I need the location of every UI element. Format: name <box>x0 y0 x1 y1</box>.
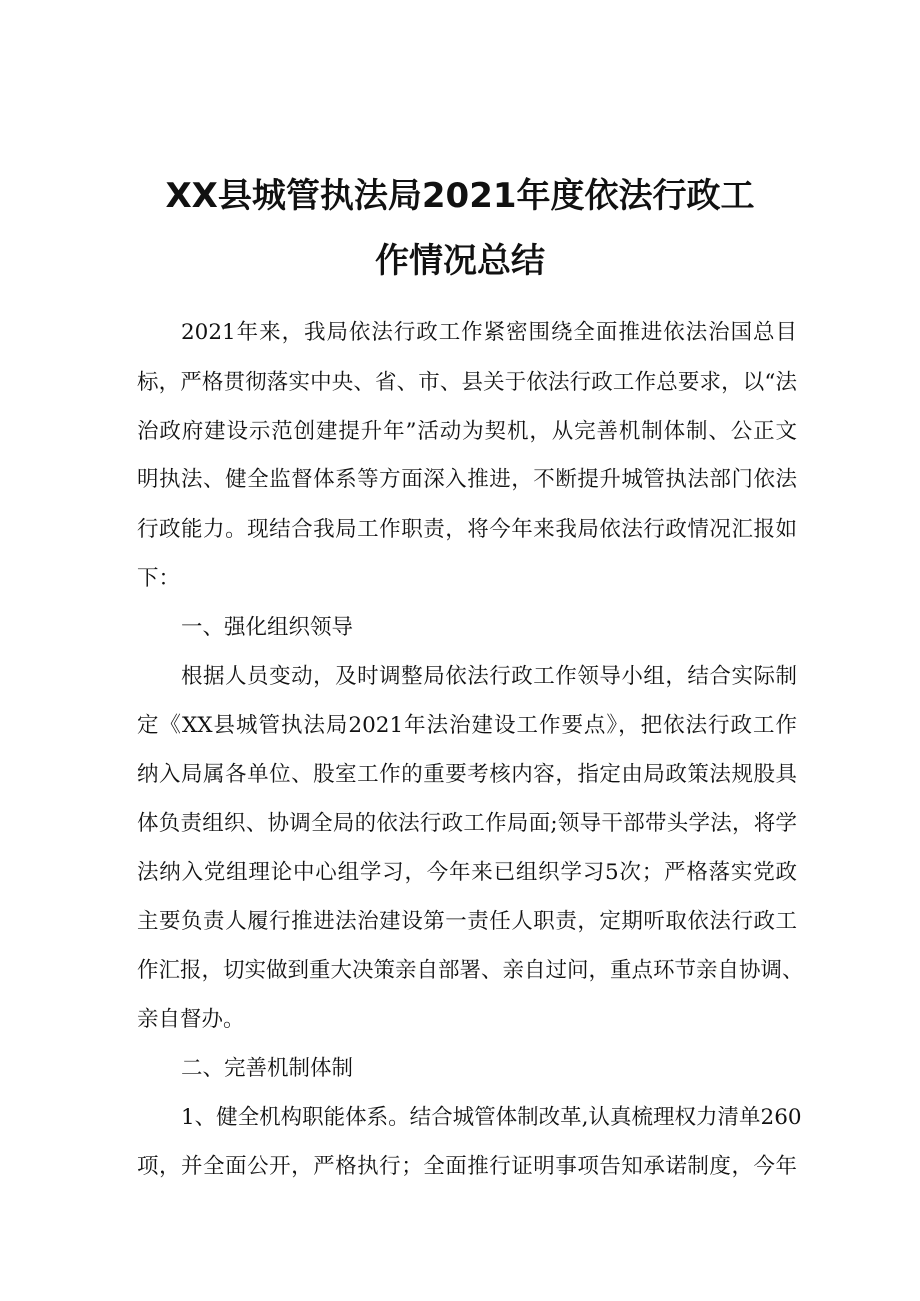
document-title-line-2: 作情况总结 <box>375 241 545 281</box>
section-1-heading: 一、强化组织领导 <box>181 615 354 640</box>
section-2-paragraph-line: 项，并全面公开，严格执行；全面推行证明事项告知承诺制度，今年 <box>137 1154 797 1179</box>
intro-paragraph-line: 标，严格贯彻落实中央、省、市、县关于依法行政工作总要求，以“法 <box>137 370 797 395</box>
intro-paragraph-line: 下： <box>137 566 181 591</box>
section-1-paragraph-line: 法纳入党组理论中心组学习，今年来已组织学习5次；严格落实党政 <box>137 860 797 885</box>
document-title-line-1: XX县城管执法局2021年度依法行政工 <box>165 176 755 216</box>
section-2-paragraph-line: 1、健全机构职能体系。结合城管体制改革,认真梳理权力清单260 <box>181 1105 802 1130</box>
intro-paragraph-line: 明执法、健全监督体系等方面深入推进，不断提升城管执法部门依法 <box>137 467 797 492</box>
section-1-paragraph-line: 纳入局属各单位、股室工作的重要考核内容，指定由局政策法规股具 <box>137 762 797 787</box>
section-1-paragraph-line: 亲自督办。 <box>137 1007 245 1032</box>
section-1-paragraph-line: 主要负责人履行推进法治建设第一责任人职责，定期听取依法行政工 <box>137 909 797 934</box>
section-1-paragraph-line: 作汇报，切实做到重大决策亲自部署、亲自过问，重点环节亲自协调、 <box>137 958 804 983</box>
intro-paragraph-line: 2021年来，我局依法行政工作紧密围绕全面推进依法治国总目 <box>181 320 797 345</box>
section-1-paragraph-line: 根据人员变动，及时调整局依法行政工作领导小组，结合实际制 <box>181 664 797 689</box>
section-1-paragraph-line: 定《XX县城管执法局2021年法治建设工作要点》，把依法行政工作 <box>137 713 797 738</box>
intro-paragraph-line: 行政能力。现结合我局工作职责，将今年来我局依法行政情况汇报如 <box>137 517 797 542</box>
section-2-heading: 二、完善机制体制 <box>181 1056 354 1081</box>
intro-paragraph-line: 治政府建设示范创建提升年”活动为契机，从完善机制体制、公正文 <box>137 419 797 444</box>
section-1-paragraph-line: 体负责组织、协调全局的依法行政工作局面;领导干部带头学法，将学 <box>137 811 797 836</box>
